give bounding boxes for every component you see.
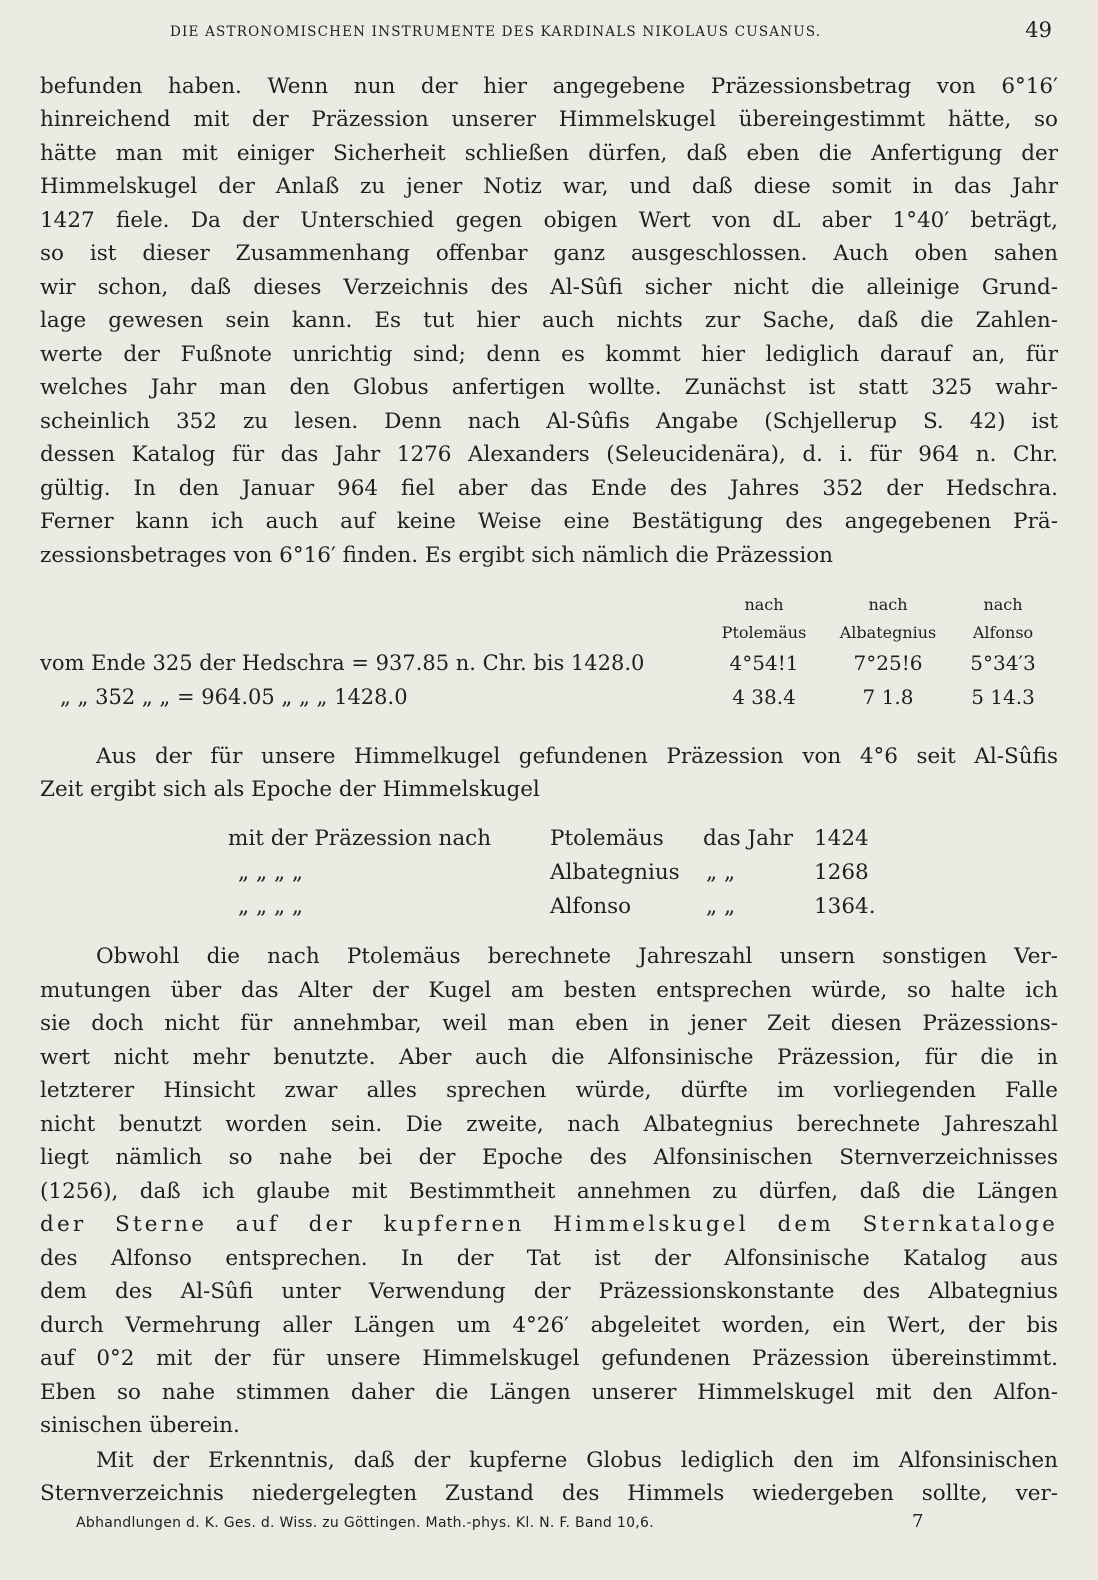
row-label: vom Ende 325 der Hedschra = 937.85 n. Chr. bis 1428.0 bbox=[40, 651, 645, 675]
text-line: sinischen überein. bbox=[40, 1413, 240, 1438]
text-line: der Sterne auf der kupfernen Himmelskugel dem Sternkataloge bbox=[40, 1212, 1058, 1237]
column-header: nach bbox=[744, 594, 784, 614]
column-header: nach bbox=[868, 594, 908, 614]
text-line: (1256), daß ich glaube mit Bestimmtheit annehmen zu dürfen, daß die Längen bbox=[40, 1179, 1058, 1204]
epoch-row: mit der Präzession nach Ptolemäus das Jahr 1424 bbox=[228, 826, 869, 851]
text-line: scheinlich 352 zu lesen. Denn nach Al-Sûfis Angabe (Schjellerup S. 42) ist bbox=[40, 409, 1058, 434]
document-page bbox=[40, 0, 1058, 1580]
table-header-row bbox=[40, 618, 1058, 646]
text-line: Eben so nahe stimmen daher die Längen unserer Himmelskugel mit den Alfon- bbox=[40, 1380, 1058, 1405]
row-label: „ „ 352 „ „ = 964.05 „ „ „ 1428.0 bbox=[60, 685, 408, 709]
signature-mark: 7 bbox=[912, 1511, 924, 1532]
text-line: nicht benutzt worden sein. Die zweite, nach Albategnius berechnete Jahreszahl bbox=[40, 1112, 1058, 1137]
running-header bbox=[40, 20, 1058, 46]
cell-ptolemaeus: 4°54!1 bbox=[729, 651, 799, 675]
text-line: Mit der Erkenntnis, daß der kupferne Globus lediglich den im Alfonsinischen bbox=[96, 1448, 1058, 1473]
text-line: durch Vermehrung aller Längen um 4°26′ abgeleitet worden, ein Wert, der bis bbox=[40, 1313, 1058, 1338]
text-line: so ist dieser Zusammenhang offenbar ganz ausgeschlossen. Auch oben sahen bbox=[40, 241, 1058, 266]
column-header: Ptolemäus bbox=[721, 622, 807, 642]
text-line: zessionsbetrages von 6°16′ finden. Es ergibt sich nämlich die Präzession bbox=[40, 543, 834, 568]
cell-albategnius: 7°25!6 bbox=[853, 651, 923, 675]
footer-text: Abhandlungen d. K. Ges. d. Wiss. zu Göttingen. Math.-phys. Kl. N. F. Band 10,6. bbox=[76, 1515, 654, 1531]
epoch-row: „ „ „ „ Alfonso „ „ 1364. bbox=[238, 894, 876, 919]
column-header: Albategnius bbox=[839, 622, 937, 642]
table-row bbox=[40, 646, 1058, 680]
cell-alfonso: 5 14.3 bbox=[971, 685, 1035, 709]
text-line: mutungen über das Alter der Kugel am besten entsprechen würde, so halte ich bbox=[40, 978, 1058, 1003]
text-line: des Alfonso entsprechen. In der Tat ist der Alfonsinische Katalog aus bbox=[40, 1246, 1058, 1271]
text-line: gültig. In den Januar 964 fiel aber das Ende des Jahres 352 der Hedschra. bbox=[40, 476, 1058, 501]
text-line: werte der Fußnote unrichtig sind; denn es kommt hier lediglich darauf an, für bbox=[40, 342, 1058, 367]
text-line: Zeit ergibt sich als Epoche der Himmelskugel bbox=[40, 777, 540, 802]
text-line: welches Jahr man den Globus anfertigen wollte. Zunächst ist statt 325 wahr- bbox=[40, 375, 1058, 400]
text-line: wert nicht mehr benutzte. Aber auch die Alfonsinische Präzession, für die in bbox=[40, 1045, 1058, 1070]
cell-alfonso: 5°34′3 bbox=[970, 651, 1036, 675]
text-line: dessen Katalog für das Jahr 1276 Alexanders (Seleucidenära), d. i. für 964 n. Chr. bbox=[40, 442, 1058, 467]
footer bbox=[76, 1511, 976, 1543]
text-line: lage gewesen sein kann. Es tut hier auch nichts zur Sache, daß die Zahlen- bbox=[40, 308, 1058, 333]
text-line: letzterer Hinsicht zwar alles sprechen würde, dürfte im vorliegenden Falle bbox=[40, 1078, 1058, 1103]
text-line: Himmelskugel der Anlaß zu jener Notiz war, und daß diese somit in das Jahr bbox=[40, 174, 1058, 199]
epoch-row: „ „ „ „ Albategnius „ „ 1268 bbox=[238, 860, 869, 885]
column-header: nach bbox=[983, 594, 1023, 614]
text-line: dem des Al-Sûfi unter Verwendung der Präzessionskonstante des Albategnius bbox=[40, 1279, 1058, 1304]
text-line: liegt nämlich so nahe bei der Epoche des Alfonsinischen Sternverzeichnisses bbox=[40, 1145, 1058, 1170]
table-row bbox=[40, 680, 1058, 714]
text-line: Sternverzeichnis niedergelegten Zustand des Himmels wiedergeben sollte, ver- bbox=[40, 1481, 1058, 1506]
text-line: Obwohl die nach Ptolemäus berechnete Jahreszahl unsern sonstigen Ver- bbox=[96, 944, 1058, 969]
page-number: 49 bbox=[1025, 18, 1052, 42]
text-line: befunden haben. Wenn nun der hier angegebene Präzessionsbetrag von 6°16′ bbox=[40, 74, 1058, 99]
column-header: Alfonso bbox=[972, 622, 1034, 642]
table-header-row bbox=[40, 590, 1058, 618]
text-line: hinreichend mit der Präzession unserer Himmelskugel übereingestimmt hätte, so bbox=[40, 107, 1058, 132]
text-line: auf 0°2 mit der für unsere Himmelskugel gefundenen Präzession übereinstimmt. bbox=[40, 1346, 1058, 1371]
text-line: Ferner kann ich auch auf keine Weise eine Bestätigung des angegebenen Prä- bbox=[40, 509, 1058, 534]
precession-table bbox=[40, 590, 1058, 714]
text-line: sie doch nicht für annehmbar, weil man eben in jener Zeit diesen Präzessions- bbox=[40, 1011, 1058, 1036]
cell-ptolemaeus: 4 38.4 bbox=[732, 685, 796, 709]
text-line: 1427 fiele. Da der Unterschied gegen obigen Wert von dL aber 1°40′ beträgt, bbox=[40, 208, 1058, 233]
text-line: hätte man mit einiger Sicherheit schließen dürfen, daß eben die Anfertigung der bbox=[40, 141, 1058, 166]
running-title: DIE ASTRONOMISCHEN INSTRUMENTE DES KARDINALS NIKOLAUS CUSANUS. bbox=[170, 24, 822, 40]
text-line: wir schon, daß dieses Verzeichnis des Al-Sûfi sicher nicht die alleinige Grund- bbox=[40, 275, 1058, 300]
cell-albategnius: 7 1.8 bbox=[862, 685, 914, 709]
text-line: Aus der für unsere Himmelkugel gefundenen Präzession von 4°6 seit Al-Sûfis bbox=[96, 744, 1058, 769]
